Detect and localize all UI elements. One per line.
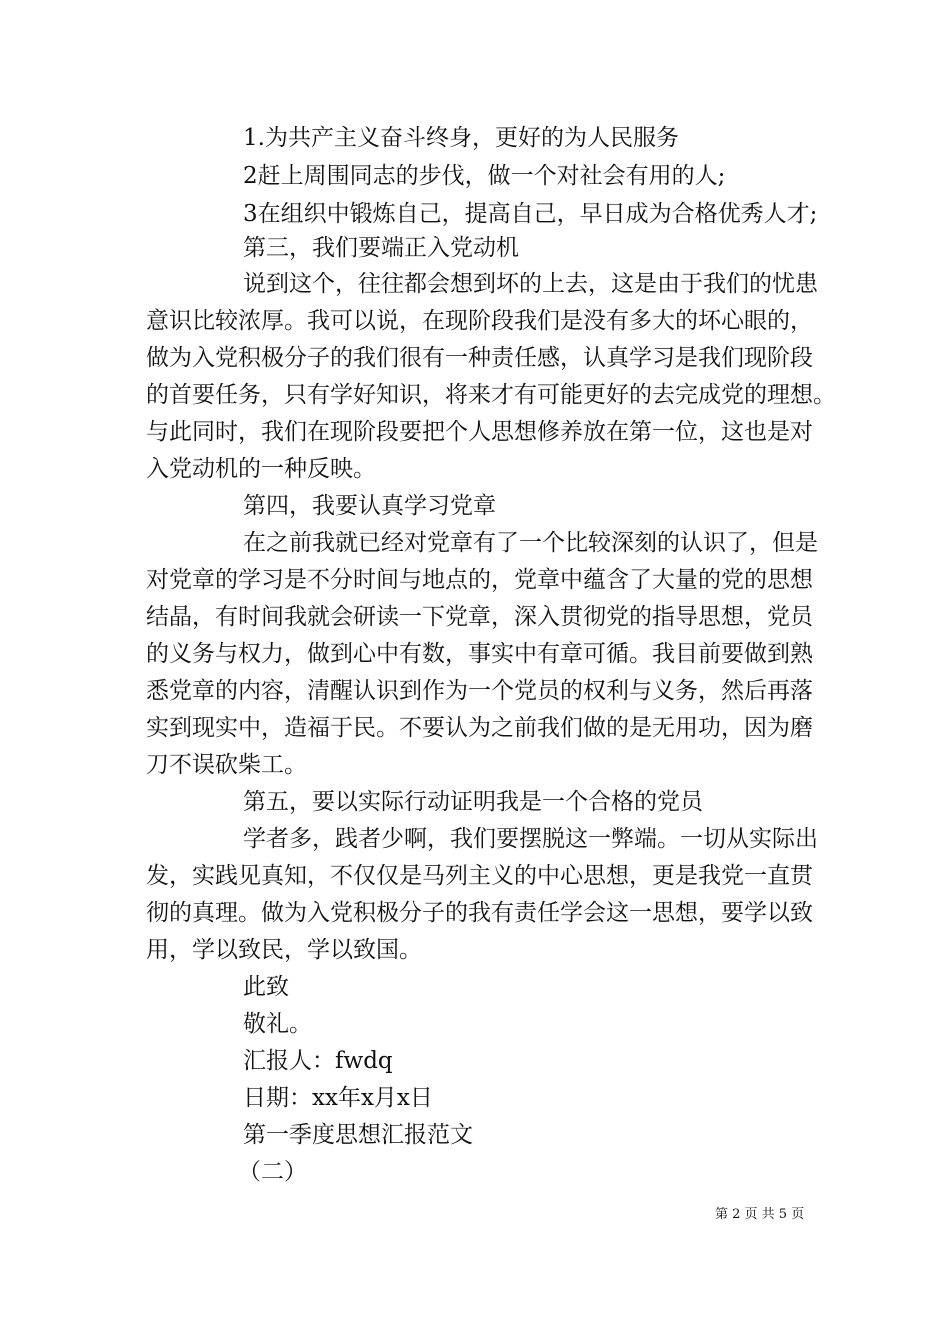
paragraph-line: 对党章的学习是不分时间与地点的，党章中蕴含了大量的党的思想: [146, 567, 813, 593]
section-heading-fourth: 第四，我要认真学习党章: [243, 493, 496, 519]
list-item-2: 2赶上周围同志的步伐，做一个对社会有用的人;: [243, 163, 726, 189]
closing-salutation: 此致: [243, 974, 289, 1000]
paragraph-line: 悉党章的内容，清醒认识到作为一个党员的权利与义务，然后再落: [146, 678, 813, 704]
paragraph-line: 的首要任务，只有学好知识，将来才有可能更好的去完成党的理想。: [146, 382, 836, 408]
paragraph-line: 结晶，有时间我就会研读一下党章，深入贯彻党的指导思想，党员: [146, 604, 813, 630]
date-line: 日期：xx年x月x日: [243, 1085, 433, 1111]
closing-regards: 敬礼。: [243, 1011, 312, 1037]
paragraph-line: 在之前我就已经对党章有了一个比较深刻的认识了，但是: [243, 530, 818, 556]
paragraph-line: 学者多，践者少啊，我们要摆脱这一弊端。一切从实际出: [243, 826, 818, 852]
paragraph-line: 与此同时，我们在现阶段要把个人思想修养放在第一位，这也是对: [146, 419, 813, 445]
next-title: 第一季度思想汇报范文: [243, 1122, 473, 1148]
section-heading-third: 第三，我们要端正入党动机: [243, 235, 519, 261]
list-item-1: 1.为共产主义奋斗终身，更好的为人民服务: [243, 125, 679, 151]
paragraph-line: 做为入党积极分子的我们很有一种责任感，认真学习是我们现阶段: [146, 345, 813, 371]
paragraph-line: 意识比较浓厚。我可以说，在现阶段我们是没有多大的坏心眼的，: [146, 308, 813, 334]
paragraph-line: 的义务与权力，做到心中有数，事实中有章可循。我目前要做到熟: [146, 641, 813, 667]
paragraph-line: 发，实践见真知，不仅仅是马列主义的中心思想，更是我党一直贯: [146, 863, 813, 889]
paragraph-line: 入党动机的一种反映。: [146, 456, 376, 482]
paragraph-line: 用，学以致民，学以致国。: [146, 937, 422, 963]
section-heading-fifth: 第五，要以实际行动证明我是一个合格的党员: [243, 789, 703, 815]
paragraph-line: 说到这个，往往都会想到坏的上去，这是由于我们的忧患: [243, 271, 818, 297]
next-subtitle: （二）: [238, 1159, 307, 1185]
paragraph-line: 实到现实中，造福于民。不要认为之前我们做的是无用功，因为磨: [146, 715, 813, 741]
paragraph-line: 刀不误砍柴工。: [146, 752, 307, 778]
list-item-3: 3在组织中锻炼自己，提高自己，早日成为合格优秀人才;: [243, 201, 818, 227]
page-footer: 第 2 页 共 5 页: [715, 1207, 805, 1222]
reporter-line: 汇报人：fwdq: [243, 1048, 393, 1074]
paragraph-line: 彻的真理。做为入党积极分子的我有责任学会这一思想，要学以致: [146, 900, 813, 926]
